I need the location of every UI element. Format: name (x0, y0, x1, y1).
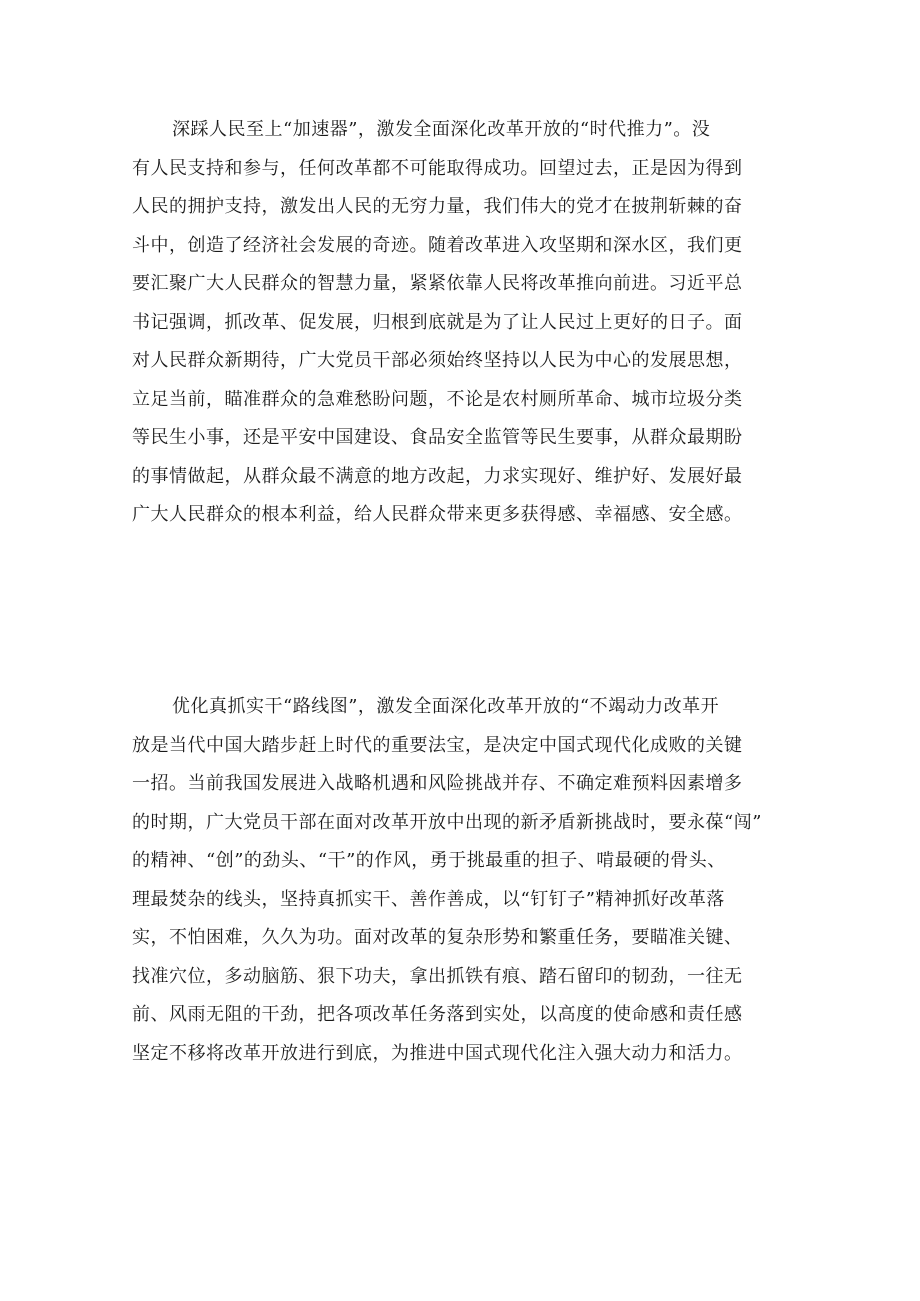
text-line: 放是当代中国大踏步赶上时代的重要法宝，是决定中国式现代化成败的关键 (132, 734, 743, 756)
text-line: 广大人民群众的根本利益，给人民群众带来更多获得感、幸福感、安全感。 (132, 504, 743, 525)
text-line: 书记强调，抓改革、促发展，归根到底就是为了让人民过上更好的日子。面 (132, 311, 743, 333)
text-line: 要汇聚广大人民群众的智慧力量，紧紧依靠人民将改革推向前进。习近平总 (132, 273, 743, 294)
text-line: 的事情做起，从群众最不满意的地方改起，力求实现好、维护好、发展好最 (132, 465, 743, 487)
text-line: 等民生小事，还是平安中国建设、食品安全监管等民生要事，从群众最期盼 (132, 427, 743, 448)
text-line: 立足当前，瞄准群众的急难愁盼问题，不论是农村厕所革命、城市垃圾分类 (132, 388, 743, 410)
text-line: 前、风雨无阻的干劲，把各项改革任务落到实处，以高度的使命感和责任感 (132, 1004, 743, 1025)
text-line: 斗中，创造了经济社会发展的奇迹。随着改革进入攻坚期和深水区，我们更 (132, 234, 743, 256)
text-line: 找准穴位，多动脑筋、狠下功夫，拿出抓铁有痕、踏石留印的韧劲，一往无 (132, 965, 743, 987)
text-line: 人民的拥护支持，激发出人民的无穷力量，我们伟大的党才在披荆斩棘的奋 (132, 196, 743, 217)
text-line: 有人民支持和参与，任何改革都不可能取得成功。回望过去，正是因为得到 (132, 157, 743, 179)
text-line: 的精神、“创”的劲头、“干”的作风，勇于挑最重的担子、啃最硬的骨头、 (132, 850, 726, 871)
text-line: 对人民群众新期待，广大党员干部必须始终坚持以人民为中心的发展思想， (132, 350, 743, 371)
text-line: 优化真抓实干“路线图”，激发全面深化改革开放的“不竭动力改革开 (172, 696, 720, 717)
text-line: 的时期，广大党员干部在面对改革开放中出现的新矛盾新挑战时，要永葆“闯” (132, 811, 762, 833)
paragraph-practical-work (132, 688, 792, 1073)
text-line: 深踩人民至上“加速器”，激发全面深化改革开放的“时代推力”。没 (172, 119, 711, 140)
paragraph-people-centered (132, 111, 792, 535)
text-line: 实，不怕困难，久久为功。面对改革的复杂形势和繁重任务，要瞄准关键、 (132, 927, 743, 948)
text-line: 理最焚杂的线头，坚持真抓实干、善作善成，以“钉钉子”精神抓好改革落 (132, 888, 725, 910)
text-line: 一招。当前我国发展进入战略机遇和风险挑战并存、不确定难预料因素增多 (132, 773, 743, 794)
text-line: 坚定不移将改革开放进行到底，为推进中国式现代化注入强大动力和活力。 (132, 1042, 743, 1064)
